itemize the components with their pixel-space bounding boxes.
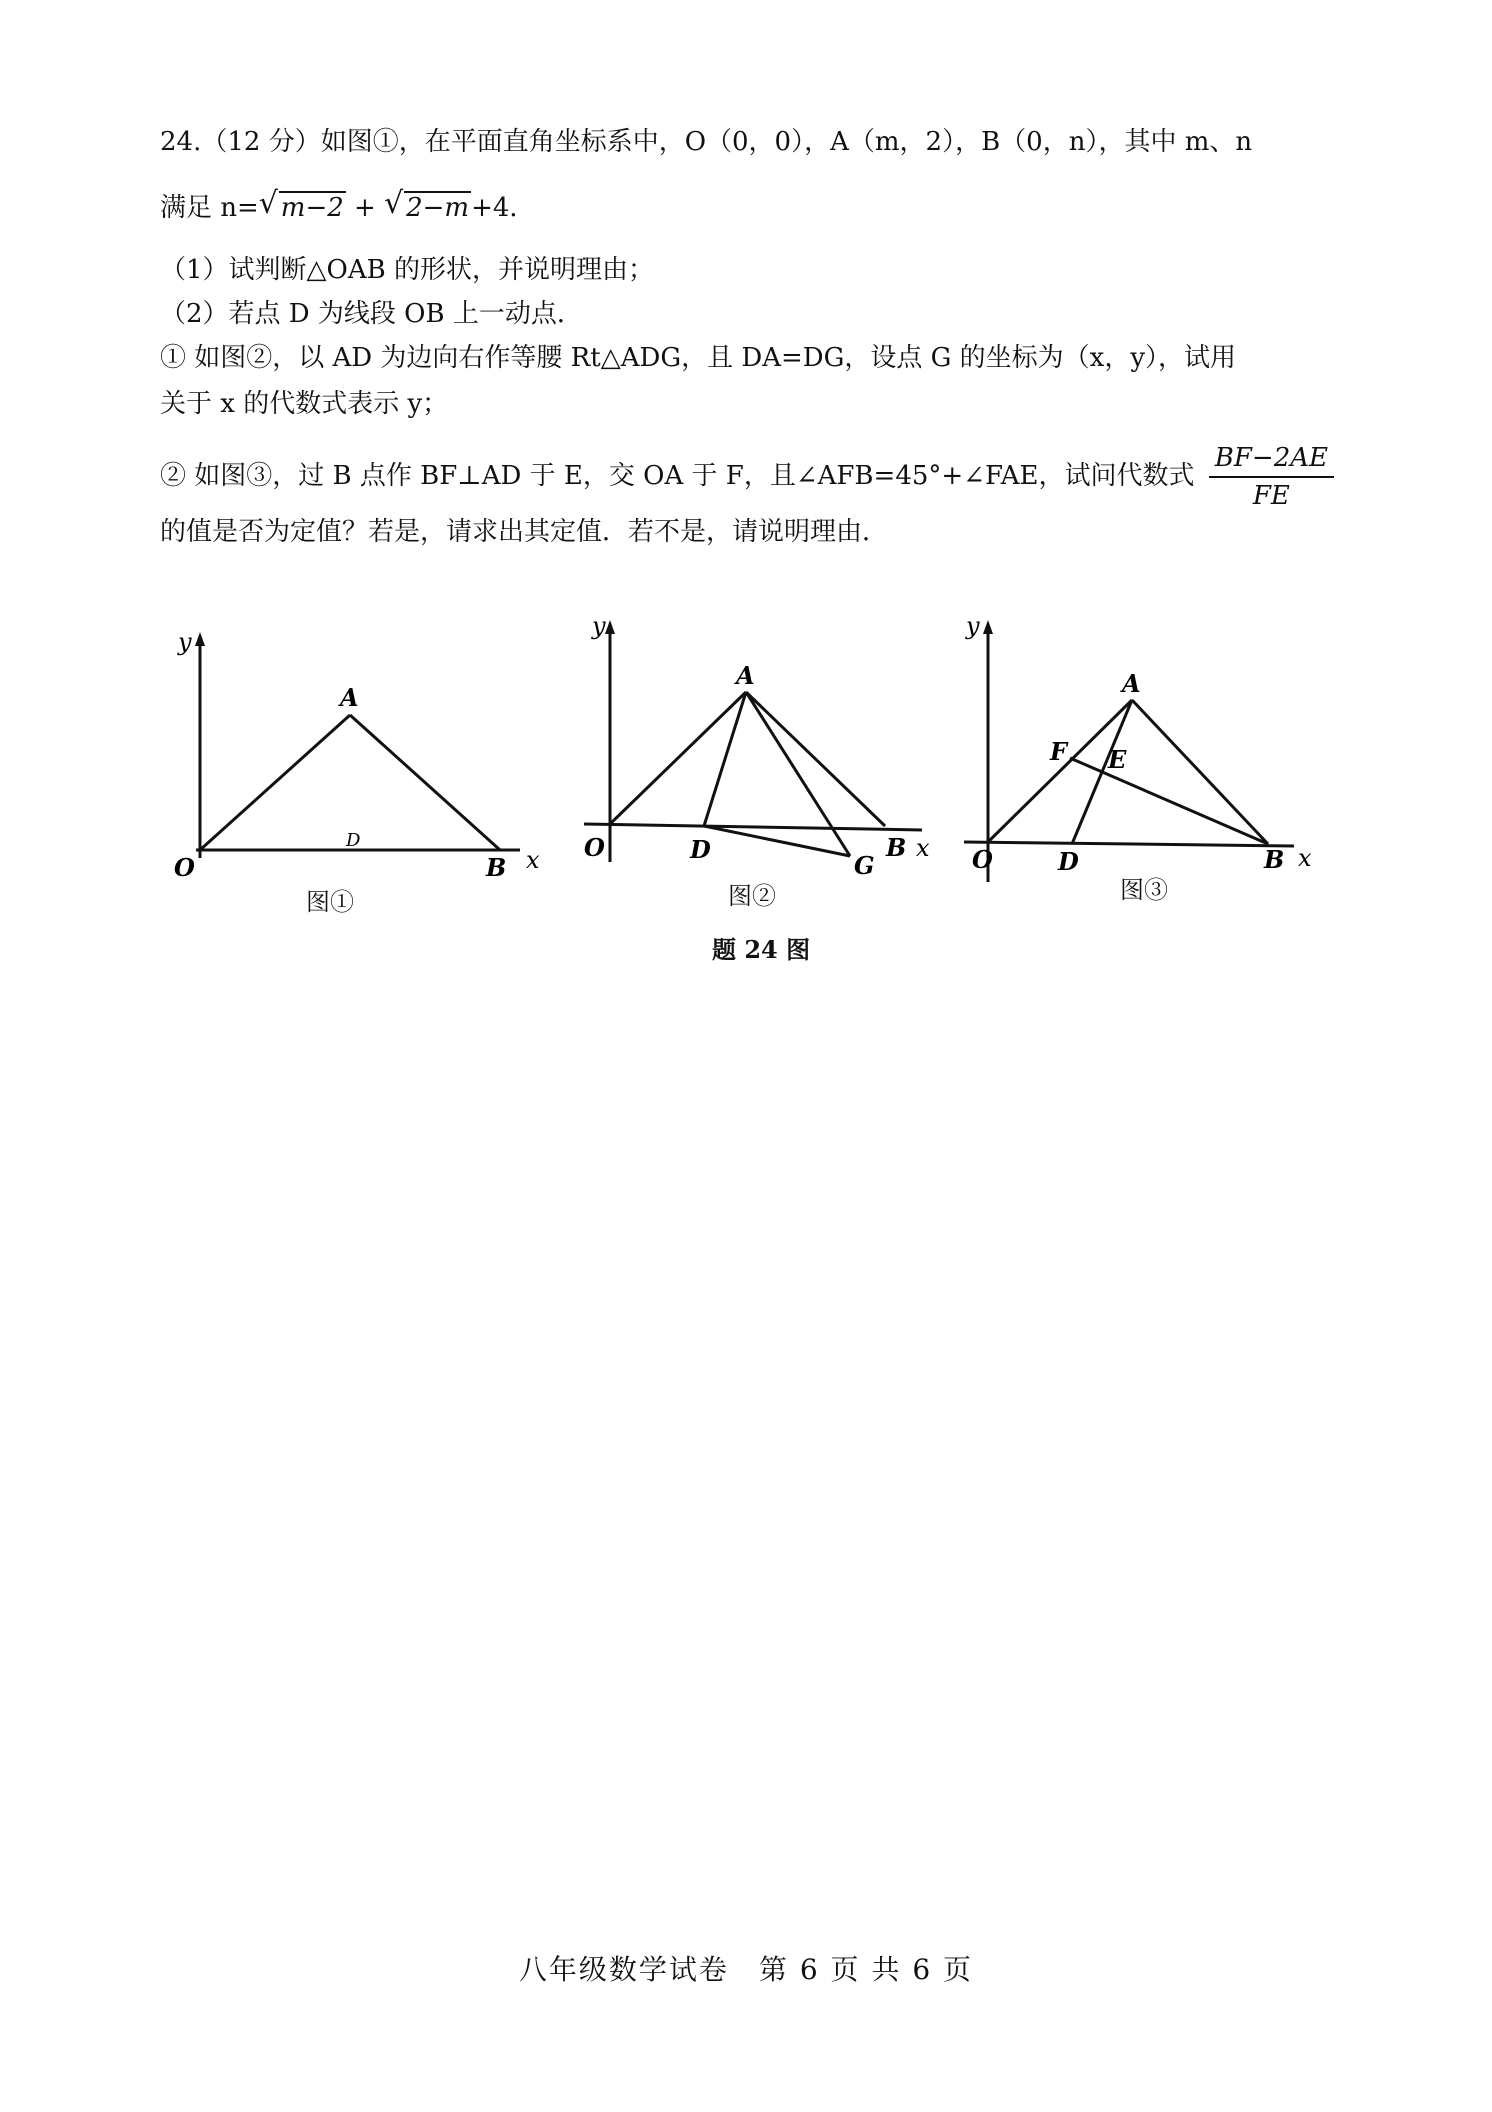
fig1-segment-ab — [350, 715, 500, 850]
fig3-label-a: A — [1122, 669, 1141, 698]
fig2-label-d: D — [690, 835, 711, 864]
fig2-label-g: G — [854, 851, 875, 880]
fig3-x-axis — [964, 842, 1294, 846]
question-2b-line-1 — [160, 440, 1334, 514]
expression-fraction — [1209, 440, 1334, 514]
fig2-segment-dg — [704, 826, 850, 856]
fig3-label-b: B — [1264, 845, 1285, 874]
fig2-segment-ab — [746, 692, 885, 826]
fig1-segment-oa — [200, 715, 350, 850]
problem-line-2 — [160, 186, 536, 226]
figure-group-caption: 题 24 图 — [712, 935, 811, 964]
question-1: （1）试判断△OAB 的形状，并说明理由； — [160, 255, 655, 285]
fig2-y-arrow — [605, 620, 615, 634]
fig3-label-y: y — [966, 612, 980, 640]
figure-3 — [946, 612, 1326, 882]
fig2-label-b: B — [886, 833, 907, 862]
question-2a-line-2: 关于 x 的代数式表示 y； — [160, 389, 449, 419]
fig1-label-y: y — [178, 628, 192, 656]
fig1-label-d: D — [346, 830, 361, 851]
question-2b-line-2: 的值是否为定值？若是，请求出其定值．若不是，请说明理由． — [160, 517, 889, 547]
condition-plus: + — [354, 193, 376, 223]
fig3-label-e: E — [1108, 745, 1127, 774]
fig1-label-a: A — [340, 683, 359, 712]
fig2-label-y: y — [592, 612, 606, 640]
fig2-caption: 图② — [728, 882, 776, 910]
fig3-label-o: O — [972, 845, 993, 874]
fig2-segment-ag — [746, 692, 850, 856]
fraction-numerator: BF−2AE — [1209, 440, 1334, 478]
sqrt-term-2: √ 2−m — [384, 186, 470, 223]
question-2b-text: ② 如图③，过 B 点作 BF⊥AD 于 E，交 OA 于 F，且∠AFB=45°+∠FAE，试问代数式 — [160, 461, 1195, 491]
question-2a-line-1: ① 如图②，以 AD 为边向右作等腰 Rt△ADG，且 DA=DG，设点 G 的坐标为（x，y），试用 — [160, 343, 1237, 373]
figure-1 — [160, 620, 560, 890]
question-2: （2）若点 D 为线段 OB 上一动点． — [160, 299, 583, 329]
page-footer: 八年级数学试卷 第 6 页 共 6 页 — [518, 1953, 974, 1986]
fig3-label-x: x — [1298, 844, 1312, 872]
fig1-label-x: x — [526, 846, 540, 874]
fig3-segment-ab — [1132, 700, 1268, 844]
problem-line-1: 24.（12 分）如图①，在平面直角坐标系中，O（0，0），A（m，2），B（0，n），其中 m、n — [160, 127, 1253, 157]
fig3-label-f: F — [1050, 737, 1068, 766]
fig3-y-arrow — [983, 620, 993, 634]
fig1-label-o: O — [174, 853, 195, 882]
fig3-segment-bf — [1070, 758, 1268, 844]
fig2-label-o: O — [584, 833, 605, 862]
fig1-label-b: B — [486, 853, 507, 882]
fig1-y-arrow — [195, 632, 205, 646]
fig2-label-a: A — [736, 661, 755, 690]
fig2-x-axis — [584, 824, 922, 830]
condition-suffix: +4． — [471, 193, 536, 223]
condition-prefix: 满足 n= — [160, 193, 259, 223]
sqrt-term-1: √ m−2 — [258, 186, 344, 223]
fraction-denominator: FE — [1252, 481, 1290, 511]
fig3-label-d: D — [1058, 847, 1079, 876]
fig3-caption: 图③ — [1120, 876, 1168, 904]
figure-2 — [570, 612, 940, 882]
fig1-caption: 图① — [306, 888, 354, 916]
fig2-label-x: x — [916, 834, 930, 862]
